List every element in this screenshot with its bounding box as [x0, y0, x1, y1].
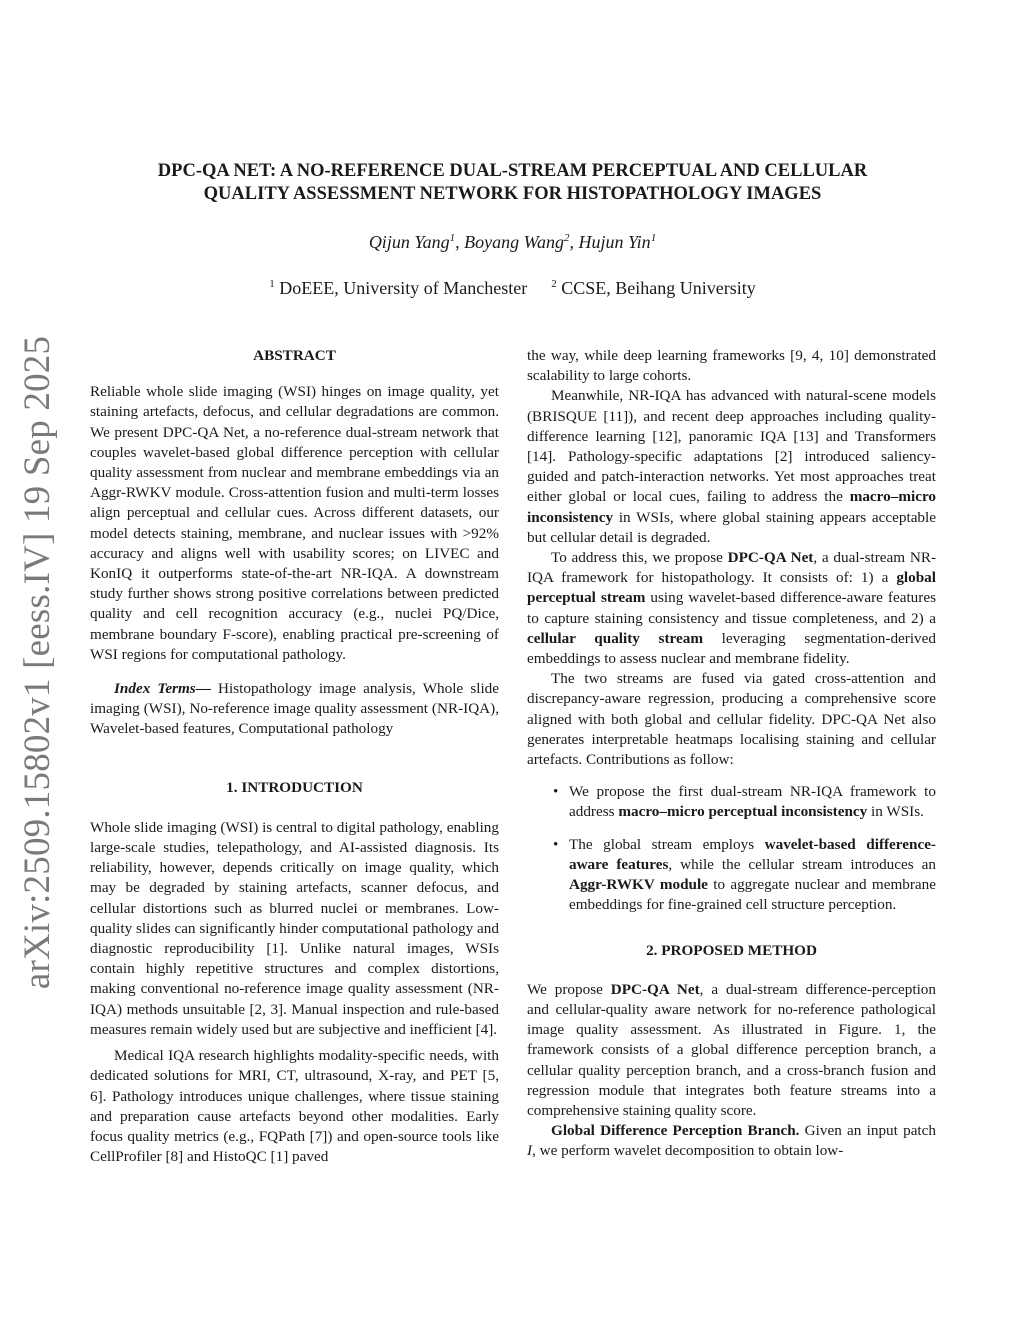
title-line-2: QUALITY ASSESSMENT NETWORK FOR HISTOPATHOLOGY IMAGES [203, 184, 822, 204]
text-run: leveraging segmentation-derived embeddings to assess nuclear and membrane fidelity. [527, 629, 936, 668]
emphasis-dpc-qa-net: DPC-QA Net [610, 980, 700, 998]
intro-paragraph-5: The two streams are fused via gated cross-attention and discrepancy-aware regression, producing a comprehensive score aligned with both global and cellular fidelity. DPC-QA Net also generates interpretable heatmaps localising staining and cellular artefacts. Contributions as follow: [527, 670, 936, 769]
intro-paragraph-2-continued: the way, while deep learning frameworks [9, 4, 10] demonstrated scalability to large cohorts. [527, 347, 936, 385]
author-affil-mark: 2 [564, 232, 570, 244]
author-affil-mark: 1 [650, 232, 657, 244]
intro-paragraph-2: Medical IQA research highlights modality-specific needs, with dedicated solutions for MRI, CT, ultrasound, X-ray, and PET [5, 6]. Pathology introduces unique challenges, where tissue staining and preparation cause artefacts beyond other modalities. Early focus quality metrics (e.g., FQPath [7]) and open-source tools like CellProfiler [8] and HistoQC [1] paved [90, 1047, 499, 1166]
text-run: We propose the first dual-stream NR-IQA framework to address [569, 783, 936, 821]
author-affil-mark: 1 [449, 232, 456, 244]
bullet-icon: • [553, 783, 559, 801]
bullet-icon: • [553, 835, 559, 853]
intro-paragraph-1: Whole slide imaging (WSI) is central to digital pathology, enabling large-scale studies, telepathology, and AI-assisted diagnosis. Its reliability, however, depends critically on image quality, which may be degraded by staining artefacts, scanner defocus, and cellular distortions such as blurred nuclei or membranes. Low-quality slides can significantly hinder computational pathology and diagnostic reproducibility [1]. Unlike natural images, WSIs contain highly repetitive structures and complex distortions, making conventional no-reference image quality assessment (NR-IQA) methods unsuitable [2, 3]. Manual inspection and rule-based measures remain widely used but are subjective and inefficient [4]. [90, 818, 499, 1038]
arxiv-identifier: arXiv:2509.15802v1 [eess.IV] 19 Sep 2025 [17, 335, 59, 989]
text-run: We propose [527, 980, 611, 998]
abstract-text: Reliable whole slide imaging (WSI) hinges on image quality, yet staining artefacts, defocus, and cellular degradations are common. We present DPC-QA Net, a no-reference dual-stream network that couples wavelet-based global difference perception with cellular quality assessment from nuclear and membrane embeddings via an Aggr-RWKV module. Cross-attention fusion and multi-term losses align perceptual and cellular cues. Across different datasets, our model detects staining, membrane, and nuclear issues with >92% accuracy and aligns well with usability scores; on LIVEC and KonIQ it outperforms state-of-the-art NR-IQA. A downstream study further shows strong positive correlations between predicted quality and cell recognition accuracy (e.g., nuclei PQ/Dice, membrane boundary F-score), enabling practical pre-screening of WSI regions for computational pathology. [90, 383, 499, 663]
text-run: , while the cellular stream introduces an [668, 855, 936, 873]
affiliations [90, 278, 935, 299]
paper-title [90, 160, 935, 206]
text-run: , we perform wavelet decomposition to obtain low- [532, 1142, 844, 1160]
emphasis-run: wavelet-based difference-aware features [569, 835, 936, 873]
arxiv-sidebar [8, 335, 68, 989]
text-run: , a dual-stream difference-perception and cellular-quality aware network for no-reference pathological image quality assessment. As illustrated in Figure. 1, the framework consists of a global difference perception branch, a cellular quality perception branch, and a cross-branch fusion and regression module that integrates both feature streams into a comprehensive staining quality score. [527, 980, 936, 1119]
emphasis-macro-micro: macro–micro inconsistency [527, 488, 936, 526]
text-run: , a dual-stream NR-IQA framework for histopathology. It consists of: 1) a [527, 549, 937, 587]
subsection-heading: Global Difference Perception Branch. [551, 1122, 800, 1140]
index-terms-text: Histopathology image analysis, Whole slide imaging (WSI), No-reference image quality assessment (NR-IQA), Wavelet-based features, Computational pathology [90, 680, 500, 738]
contribution-list [527, 782, 936, 915]
emphasis-cellular-stream: cellular quality stream [527, 629, 703, 647]
index-terms-label: Index Terms— [114, 680, 211, 698]
list-item [527, 835, 936, 916]
math-variable: I [527, 1142, 533, 1160]
right-column [527, 346, 936, 1162]
text-run: in WSIs, where global staining appears acceptable but cellular detail is degraded. [527, 508, 936, 546]
text-run: To address this, we propose [551, 549, 728, 567]
intro-paragraph-3 [527, 386, 936, 548]
method-paragraph-1 [527, 980, 936, 1121]
left-column [90, 346, 499, 1167]
emphasis-run: macro–micro perceptual inconsistency [618, 803, 868, 821]
text-run: using wavelet-based difference-aware features to capture staining consistency and tissue completeness, and 2) a [527, 589, 936, 627]
abstract-heading: ABSTRACT [253, 347, 336, 364]
author-name: Qijun Yang [368, 232, 450, 252]
text-run: The global stream employs [569, 835, 765, 853]
list-item [527, 782, 936, 822]
affiliation-manchester: DoEEE, University of Manchester [274, 278, 528, 298]
text-run: Given an input patch [799, 1122, 936, 1140]
author-list [90, 232, 935, 253]
author-separator: , [569, 232, 579, 252]
title-line-1: DPC-QA NET: A NO-REFERENCE DUAL-STREAM PERCEPTUAL AND CELLULAR [157, 161, 868, 181]
introduction-heading: 1. INTRODUCTION [226, 778, 363, 796]
author-separator: , [455, 232, 465, 252]
text-run: in WSIs. [867, 803, 924, 821]
emphasis-dpc-qa-net: DPC-QA Net [727, 549, 814, 567]
text-run: to aggregate nuclear and membrane embeddings for fine-grained cell structure perception. [569, 876, 936, 914]
affil-mark: 1 [269, 278, 275, 290]
index-terms [90, 679, 499, 740]
method-heading: 2. PROPOSED METHOD [646, 942, 817, 960]
author-name: Boyang Wang [464, 232, 564, 252]
emphasis-global-stream: global perceptual stream [527, 569, 936, 607]
text-run: Meanwhile, NR-IQA has advanced with natural-scene models (BRISQUE [11]), and recent deep approaches including quality-difference learning [12], panoramic IQA [13] and Transformers [14]. Pathology-specific adaptations [2] introduced saliency-guided and patch-interaction networks. Yet most approaches treat either global or local cues, failing to address the [527, 387, 936, 506]
affiliation-beihang: CCSE, Beihang University [556, 278, 756, 298]
method-paragraph-2 [527, 1121, 936, 1161]
intro-paragraph-4 [527, 548, 936, 669]
emphasis-run: Aggr-RWKV module [569, 876, 708, 894]
author-name: Hujun Yin [578, 232, 651, 252]
affil-mark: 2 [551, 278, 557, 290]
